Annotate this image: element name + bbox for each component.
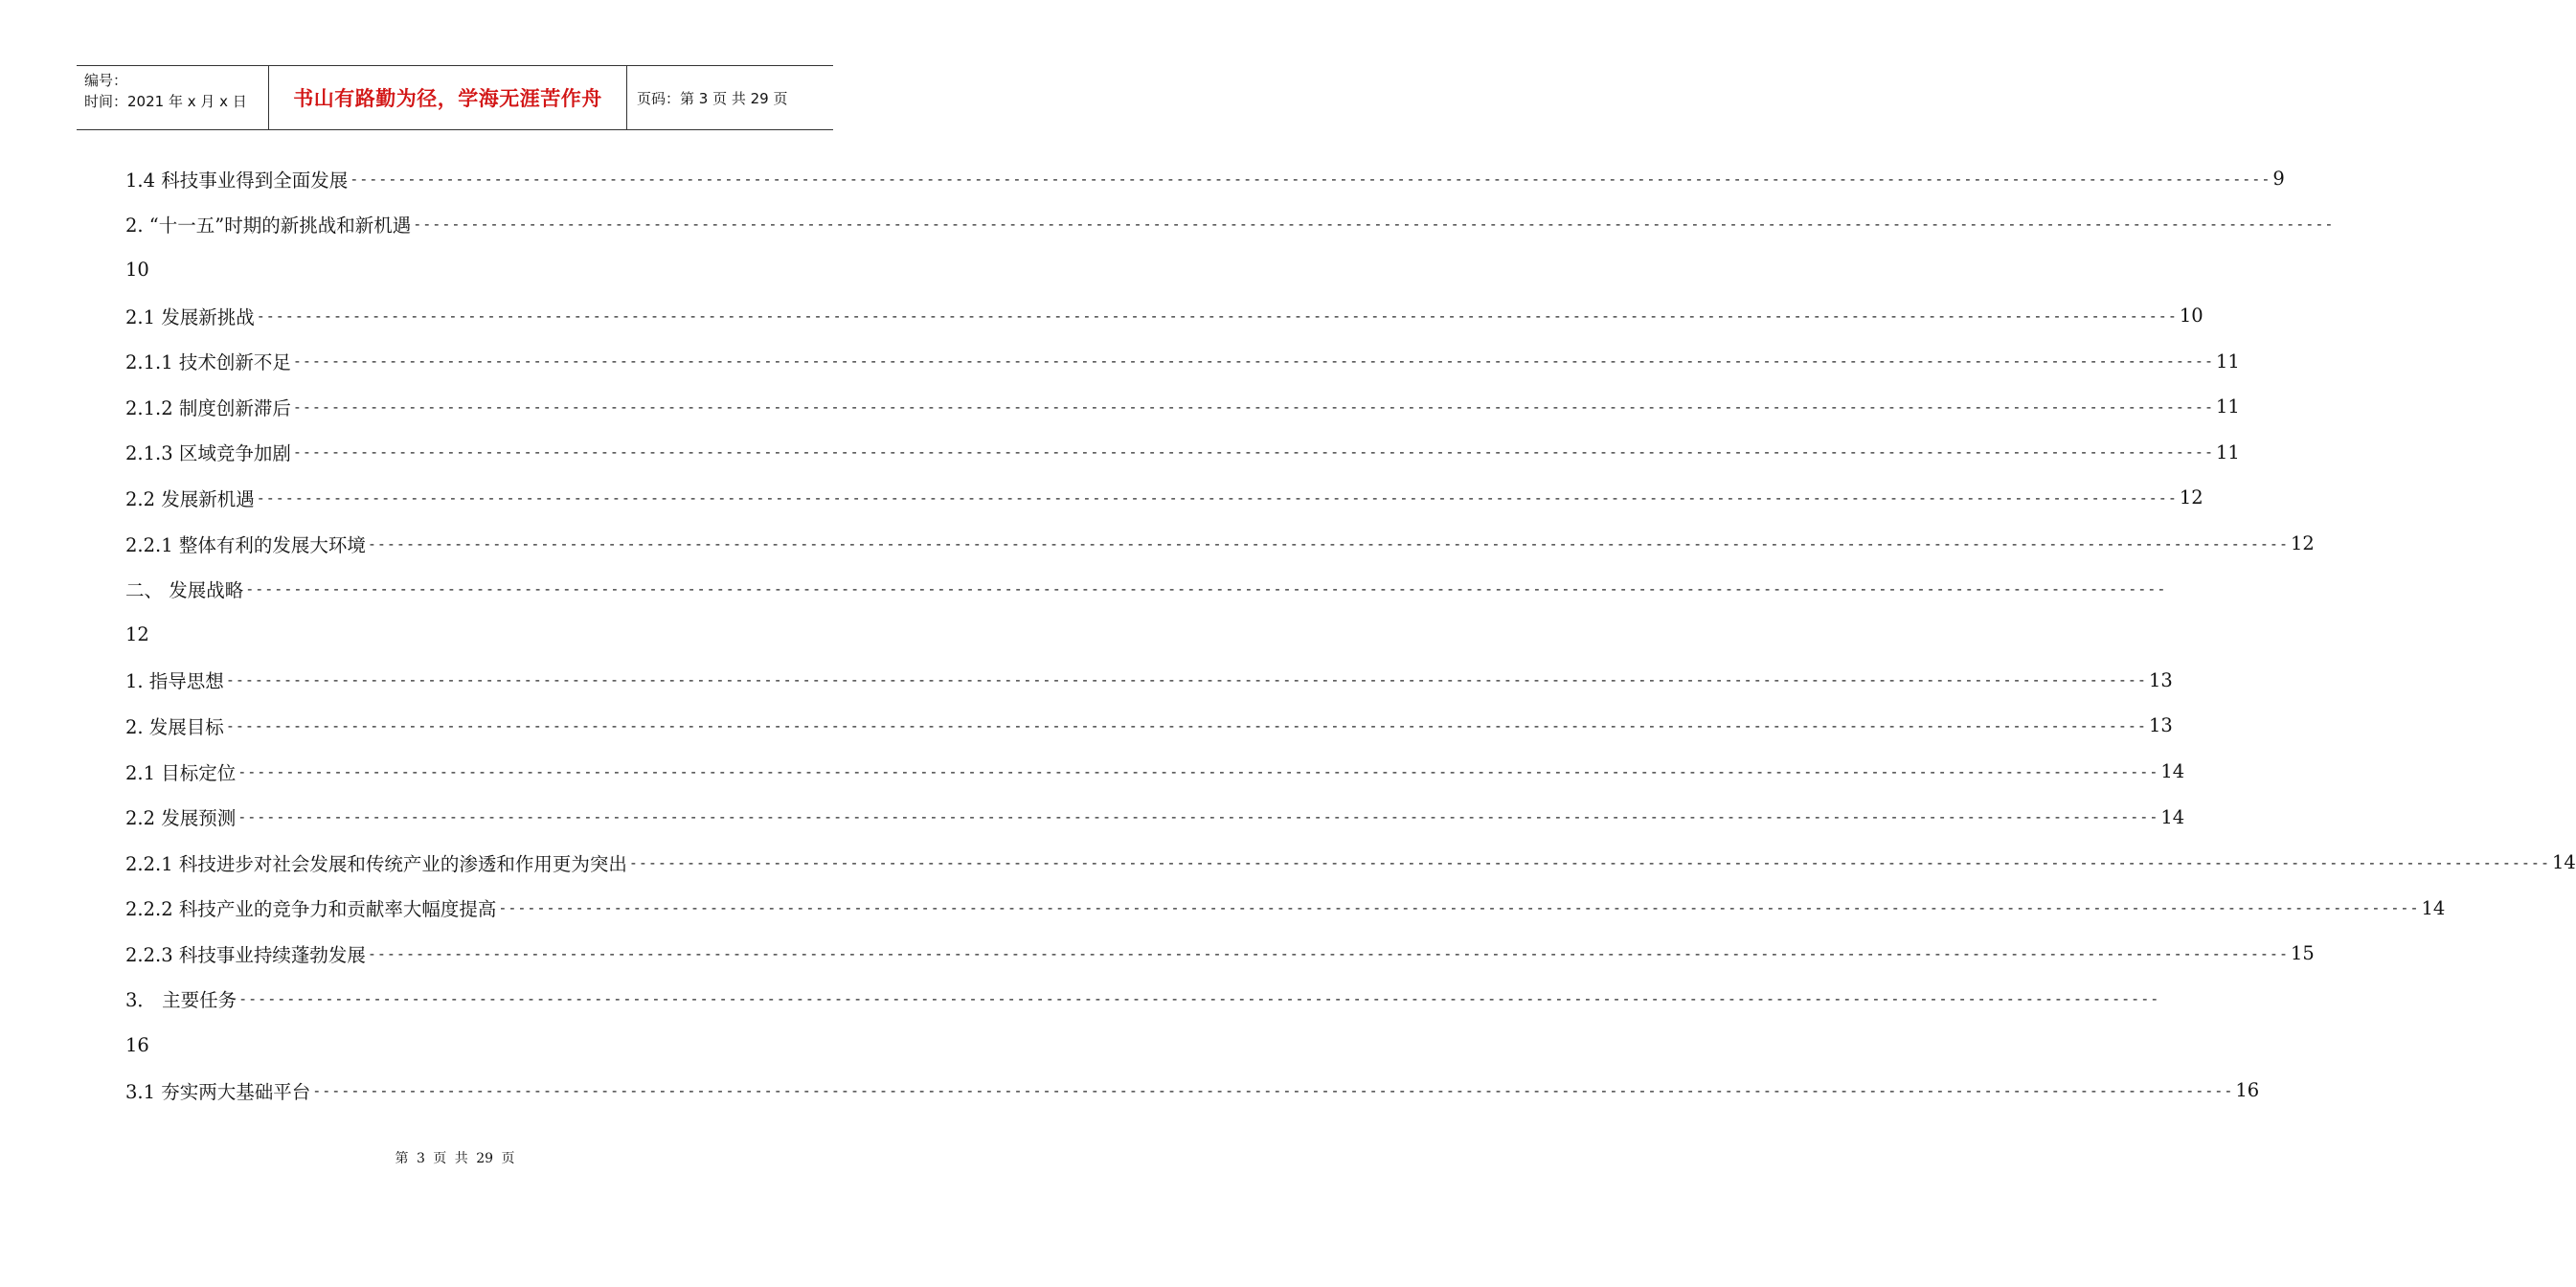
toc-leader: -------------------------------------------------------------------------------------------------------------------------------------------------------------------------------------------------------- — [292, 352, 2214, 371]
toc-page-number: 11 — [2215, 350, 2240, 373]
table-of-contents — [125, 156, 2576, 1113]
toc-entry-title: 3.1 夯实两大基础平台 — [125, 1080, 311, 1103]
toc-leader: -------------------------------------------------------------------------------------------------------------------------------------------------------------------------------------------------------- — [256, 306, 2178, 325]
toc-entry[interactable] — [125, 749, 2185, 795]
toc-entry-title: 2.2.3 科技事业持续蓬勃发展 — [125, 943, 366, 966]
toc-entry[interactable] — [125, 658, 2173, 704]
toc-page-number: 14 — [2160, 760, 2185, 783]
toc-leader: -------------------------------------------------------------------------------------------------------------------------------------------------------------------------------------------------------- — [628, 853, 2550, 871]
toc-page-number: 14 — [2551, 851, 2576, 874]
toc-leader: -------------------------------------------------------------------------------------------------------------------------------------------------------------------------------------------------------- — [350, 169, 2271, 188]
toc-entry-title: 2.2 发展新机遇 — [125, 487, 255, 510]
toc-page-number: 11 — [2215, 440, 2240, 463]
toc-leader: -------------------------------------------------------------------------------------------------------------------------------------------------------------------------------------------------------- — [498, 899, 2420, 917]
toc-entry[interactable] — [125, 886, 2446, 932]
toc-page-number: 16 — [2235, 1079, 2260, 1102]
toc-leader: -------------------------------------------------------------------------------------------------------------------------------------------------------------------------------------------------------- — [245, 580, 2167, 598]
toc-entry[interactable] — [125, 1068, 2260, 1114]
document-date: 时间：2021 年 x 月 x 日 — [84, 93, 247, 110]
toc-entry[interactable] — [125, 794, 2185, 840]
toc-entry[interactable] — [125, 521, 2315, 567]
header-page-cell — [627, 66, 833, 129]
toc-entry[interactable] — [125, 156, 2285, 202]
toc-entry-title: 1. 指导思想 — [125, 670, 224, 693]
toc-entry-title: 1.4 科技事业得到全面发展 — [125, 169, 349, 192]
toc-page-number: 9 — [2272, 168, 2285, 191]
toc-entry[interactable] — [125, 1022, 784, 1068]
toc-page-number: 10 — [125, 259, 149, 282]
toc-entry[interactable] — [125, 202, 2335, 248]
header-page-info: 页码：第 3 页 共 29 页 — [637, 89, 788, 107]
toc-entry[interactable] — [125, 247, 784, 293]
toc-page-number: 15 — [2290, 942, 2315, 965]
toc-entry-title: 2.1 发展新挑战 — [125, 305, 255, 328]
toc-entry[interactable] — [125, 703, 2173, 749]
toc-entry-title: 2.1.3 区域竞争加剧 — [125, 442, 291, 465]
toc-page-number: 13 — [2148, 714, 2173, 737]
toc-entry-title: 2.1.1 技术创新不足 — [125, 351, 291, 374]
toc-entry-title: 2.1 目标定位 — [125, 761, 237, 784]
toc-entry-title: 2.2.1 科技进步对社会发展和传统产业的渗透和作用更为突出 — [125, 852, 627, 875]
toc-entry-title: 二、 发展战略 — [125, 579, 244, 602]
toc-leader: -------------------------------------------------------------------------------------------------------------------------------------------------------------------------------------------------------- — [292, 397, 2214, 416]
toc-entry[interactable] — [125, 840, 2576, 886]
toc-page-number: 10 — [2179, 305, 2203, 327]
toc-entry-title: 2. “十一五”时期的新挑战和新机遇 — [125, 214, 412, 237]
toc-entry[interactable] — [125, 338, 2240, 384]
toc-leader: -------------------------------------------------------------------------------------------------------------------------------------------------------------------------------------------------------- — [292, 443, 2214, 462]
toc-leader: -------------------------------------------------------------------------------------------------------------------------------------------------------------------------------------------------------- — [237, 762, 2159, 780]
toc-leader: -------------------------------------------------------------------------------------------------------------------------------------------------------------------------------------------------------- — [237, 808, 2159, 826]
toc-leader: -------------------------------------------------------------------------------------------------------------------------------------------------------------------------------------------------------- — [367, 534, 2289, 553]
toc-entry[interactable] — [125, 293, 2203, 339]
toc-entry[interactable] — [125, 612, 784, 658]
toc-page-number: 13 — [2148, 668, 2173, 691]
header-motto: 书山有路勤为径，学海无涯苦作舟 — [293, 87, 602, 110]
toc-entry-title: 2.1.2 制度创新滞后 — [125, 396, 291, 419]
toc-page-number: 12 — [2290, 532, 2315, 555]
page-footer: 第 3 页 共 29 页 — [395, 1151, 515, 1166]
toc-entry-title: 3． 主要任务 — [125, 989, 237, 1012]
toc-entry[interactable] — [125, 931, 2315, 977]
toc-entry[interactable] — [125, 475, 2203, 521]
toc-leader: -------------------------------------------------------------------------------------------------------------------------------------------------------------------------------------------------------- — [225, 671, 2147, 689]
toc-leader: -------------------------------------------------------------------------------------------------------------------------------------------------------------------------------------------------------- — [367, 944, 2289, 962]
toc-entry[interactable] — [125, 384, 2240, 430]
toc-leader: -------------------------------------------------------------------------------------------------------------------------------------------------------------------------------------------------------- — [413, 215, 2335, 234]
toc-leader: -------------------------------------------------------------------------------------------------------------------------------------------------------------------------------------------------------- — [238, 990, 2160, 1008]
toc-entry[interactable] — [125, 566, 2167, 612]
header-meta-cell — [77, 66, 269, 129]
toc-page-number: 16 — [125, 1033, 149, 1056]
toc-page-number: 14 — [2421, 896, 2446, 919]
toc-page-number: 12 — [125, 623, 149, 646]
toc-entry-title: 2.2.1 整体有利的发展大环境 — [125, 533, 366, 556]
toc-page-number: 12 — [2179, 486, 2203, 509]
toc-leader: -------------------------------------------------------------------------------------------------------------------------------------------------------------------------------------------------------- — [256, 488, 2178, 507]
header-motto-cell — [269, 66, 627, 129]
toc-page-number: 11 — [2215, 395, 2240, 418]
document-number-label: 编号： — [84, 72, 128, 89]
toc-leader: -------------------------------------------------------------------------------------------------------------------------------------------------------------------------------------------------------- — [312, 1081, 2234, 1099]
toc-page-number: 14 — [2160, 805, 2185, 828]
toc-entry-title: 2.2 发展预测 — [125, 807, 237, 830]
toc-entry-title: 2. 发展目标 — [125, 715, 224, 738]
page-header — [77, 65, 833, 130]
toc-entry[interactable] — [125, 430, 2240, 476]
toc-entry-title: 2.2.2 科技产业的竞争力和贡献率大幅度提高 — [125, 898, 497, 921]
toc-leader: -------------------------------------------------------------------------------------------------------------------------------------------------------------------------------------------------------- — [225, 716, 2147, 734]
toc-entry[interactable] — [125, 977, 2160, 1023]
